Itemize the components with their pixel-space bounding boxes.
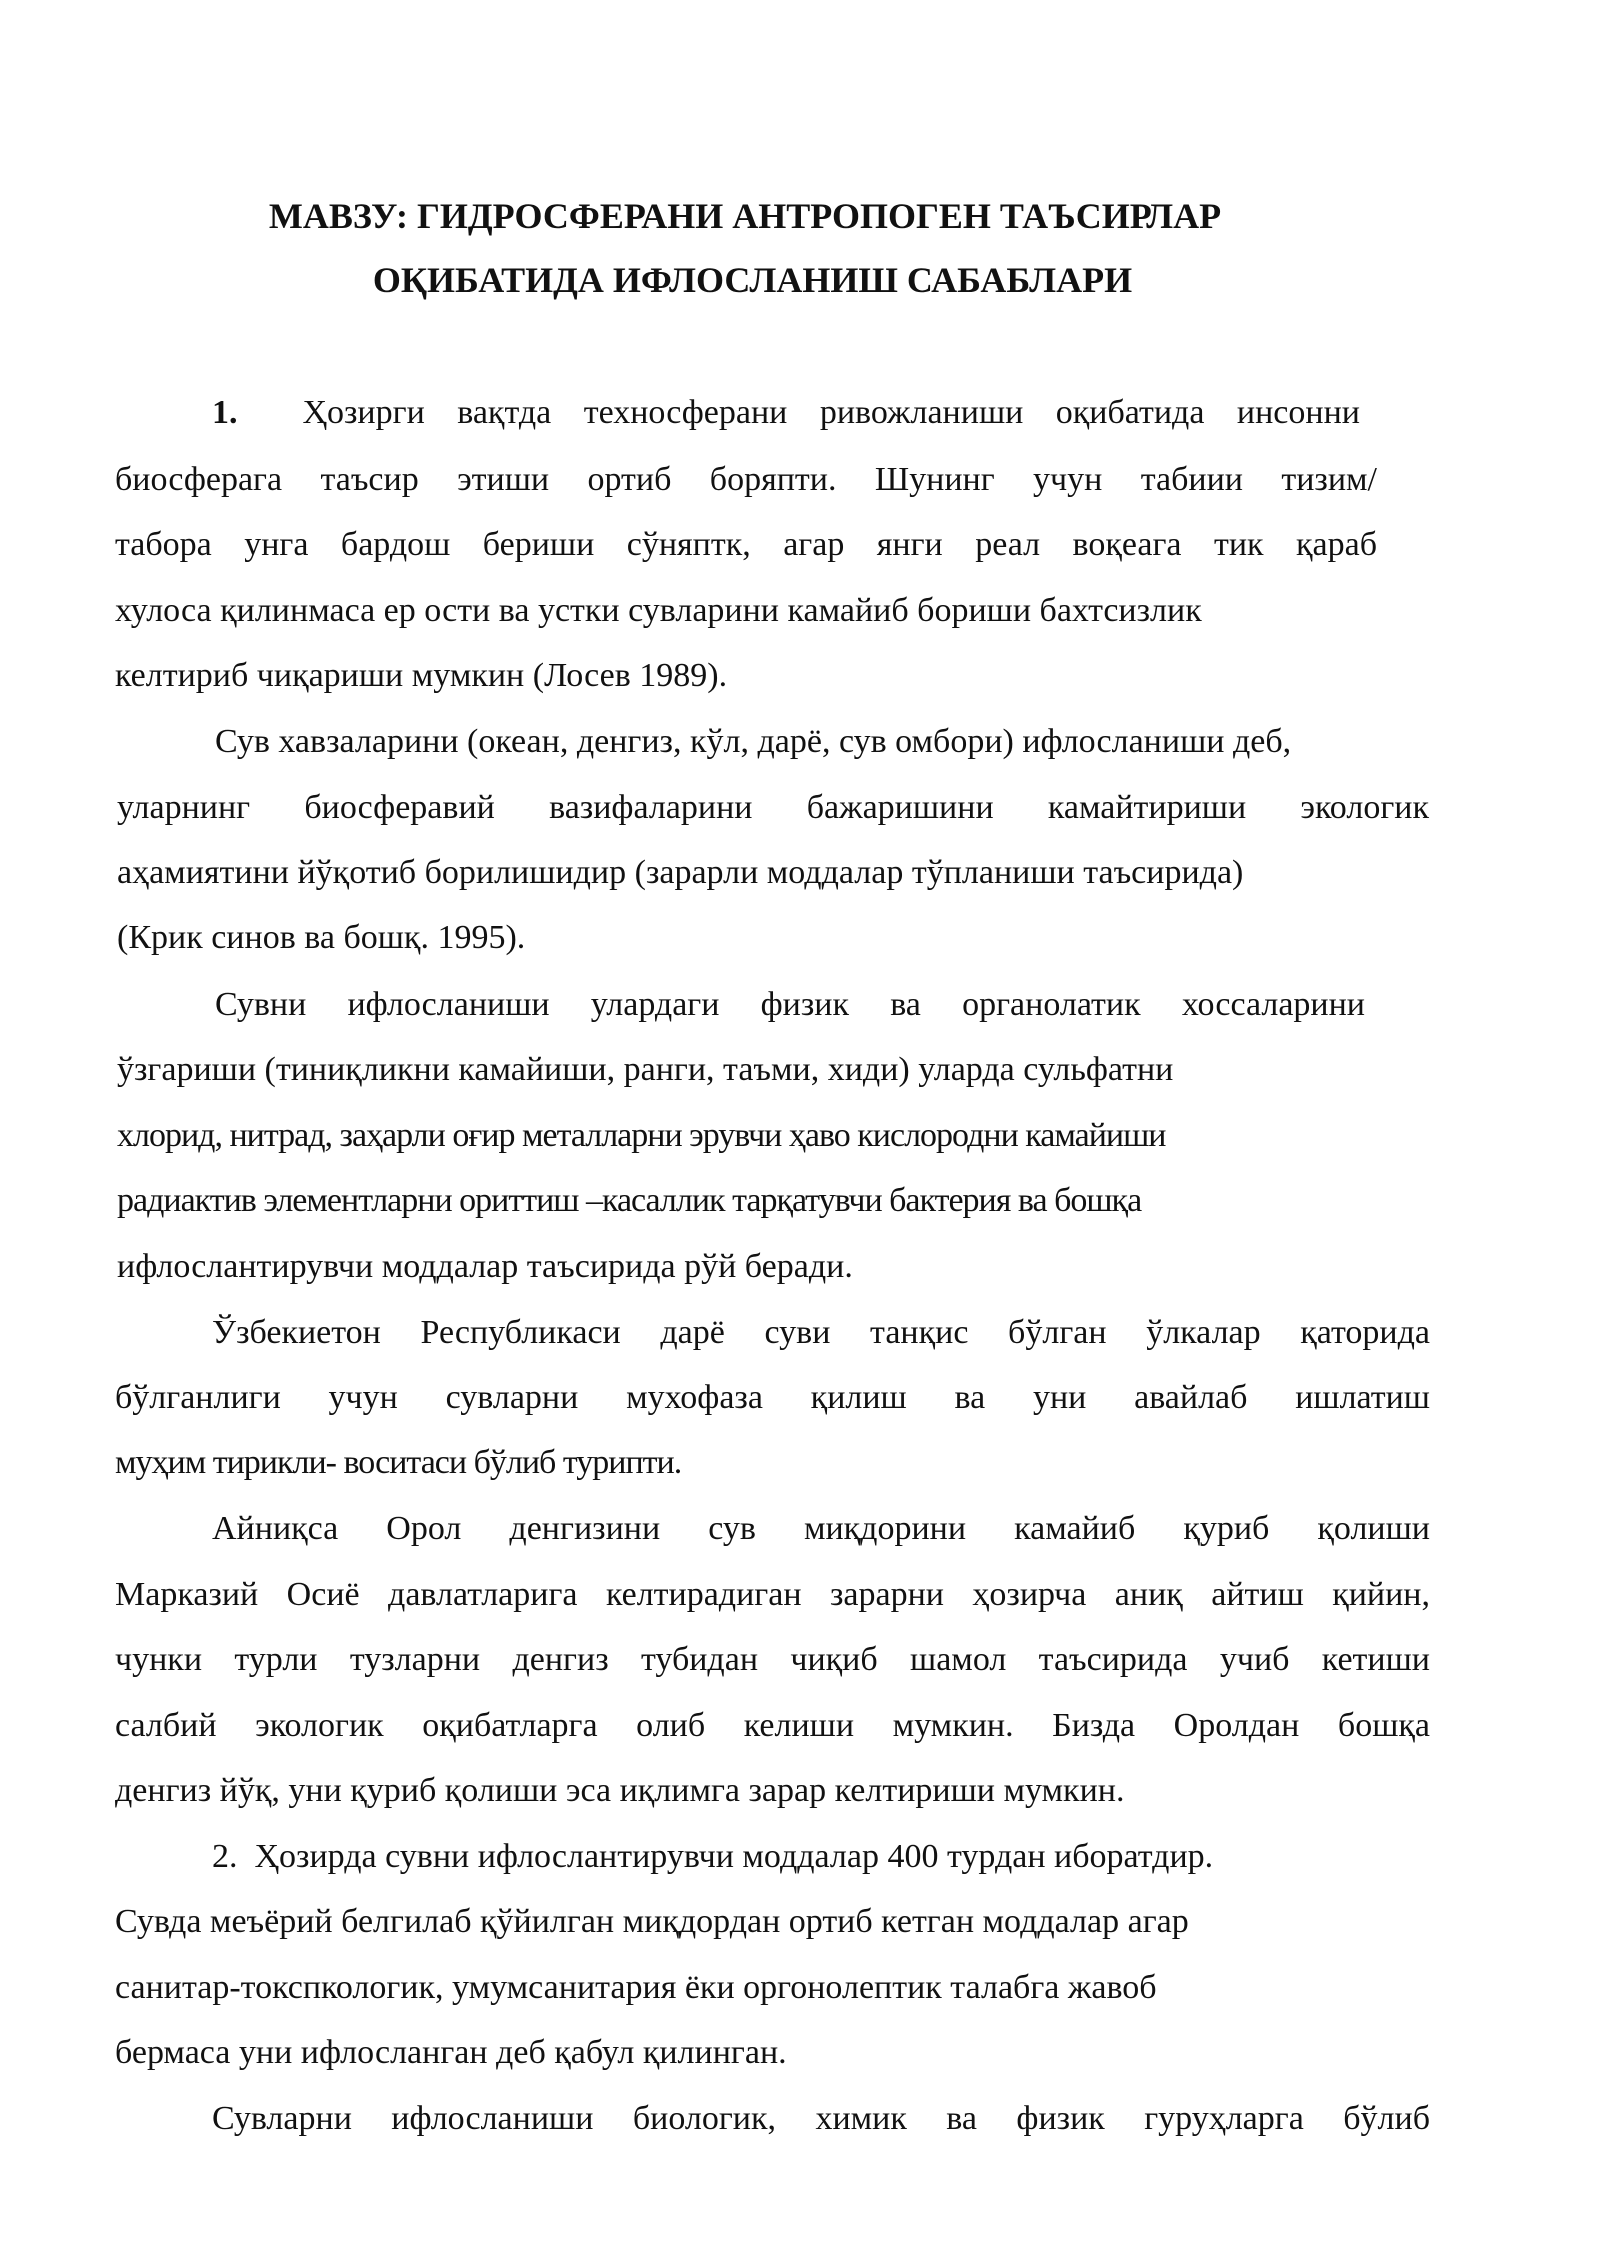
paragraph-5-line-2: Марказий Осиё давлатларига келтирадиган зарарни ҳозирча аниқ айтиш қийин, [115,1576,1430,1613]
paragraph-2-line-2: уларнинг биосферавий вазифаларини бажаришини камайтириши экологик [117,789,1429,826]
paragraph-2-line-3: аҳамиятини йўқотиб борилишидир (зарарли моддалар тўпланиши таъсирида) [117,854,1244,891]
paragraph-4-line-2: бўлганлиги учун сувларни мухофаза қилиш ва уни авайлаб ишлатиш [115,1379,1430,1416]
paragraph-3-line-5: ифлослантирувчи моддалар таъсирида рўй беради. [117,1248,853,1285]
paragraph-1-line-5: келтириб чиқариши мумкин (Лосев 1989). [115,657,728,694]
paragraph-3-line-3: хлорид, нитрад, заҳарли оғир металларни эрувчи ҳаво кислородни камайиши [117,1117,1166,1154]
paragraph-3-line-2: ўзгариши (тиниқликни камайиши, ранги, таъми, хиди) уларда сульфатни [117,1051,1174,1088]
paragraph-3-line-4: радиактив элементларни ориттиш –касаллик тарқатувчи бактерия ва бошқа [117,1182,1142,1219]
paragraph-6-line-2: Сувда меъёрий белгилаб қўйилган миқдордан ортиб кетган моддалар агар [115,1903,1189,1940]
paragraph-6-line-3: санитар-токспкологик, умумсанитария ёки оргонолептик талабга жавоб [115,1969,1157,2006]
paragraph-4-line-1: Ўзбекиетон Республикаси дарё суви танқис бўлган ўлкалар қаторида [212,1314,1430,1351]
document-title-line-1: МАВЗУ: ГИДРОСФЕРАНИ АНТРОПОГЕН ТАЪСИРЛАР [268,196,1222,236]
paragraph-3-line-1: Сувни ифлосланиши улардаги физик ва органолатик хоссаларини [215,986,1365,1023]
paragraph-2-line-4: (Крик синов ва бошқ. 1995). [117,919,526,956]
paragraph-5-line-3: чунки турли тузларни денгиз тубидан чиқиб шамол таъсирида учиб кетиши [115,1641,1430,1678]
paragraph-5-line-5: денгиз йўқ, уни қуриб қолиши эса иқлимга зарар келтириши мумкин. [115,1772,1125,1809]
paragraph-2-line-1: Сув хавзаларини (океан, денгиз, кўл, дарё, сув омбори) ифлосланиши деб, [215,723,1292,760]
document-title-line-2: ОҚИБАТИДА ИФЛОСЛАНИШ САБАБЛАРИ [372,260,1133,300]
paragraph-1-line-1: 1. Ҳозирги вақтда техносферани ривожланиши оқибатида инсонни [212,394,1360,431]
paragraph-1-line-3: табора унга бардош бериши сўняптк, агар янги реал воқеага тик қараб [115,526,1377,563]
paragraph-number: 2. [212,1838,238,1875]
paragraph-6-line-4: бермаса уни ифлосланган деб қабул қилинган. [115,2034,787,2071]
paragraph-5-line-4: салбий экологик оқибатларга олиб келиши мумкин. Бизда Оролдан бошқа [115,1707,1430,1744]
paragraph-4-line-3: муҳим тирикли- воситаси бўлиб турипти. [115,1444,682,1481]
paragraph-6-line-1: 2. Ҳозирда сувни ифлослантирувчи моддалар 400 турдан иборатдир. [212,1838,1214,1875]
paragraph-1-line-2: биосферага таъсир этиши ортиб боряпти. Шунинг учун табиии тизим/ [115,461,1377,498]
paragraph-7-line-1: Сувларни ифлосланиши биологик, химик ва физик гуруҳларга бўлиб [212,2100,1430,2137]
paragraph-number: 1. [212,394,238,431]
paragraph-5-line-1: Айниқса Орол денгизини сув миқдорини камайиб қуриб қолиши [212,1510,1430,1547]
paragraph-1-line-4: хулоса қилинмаса ер ости ва устки сувларини камайиб бориши бахтсизлик [115,592,1202,629]
